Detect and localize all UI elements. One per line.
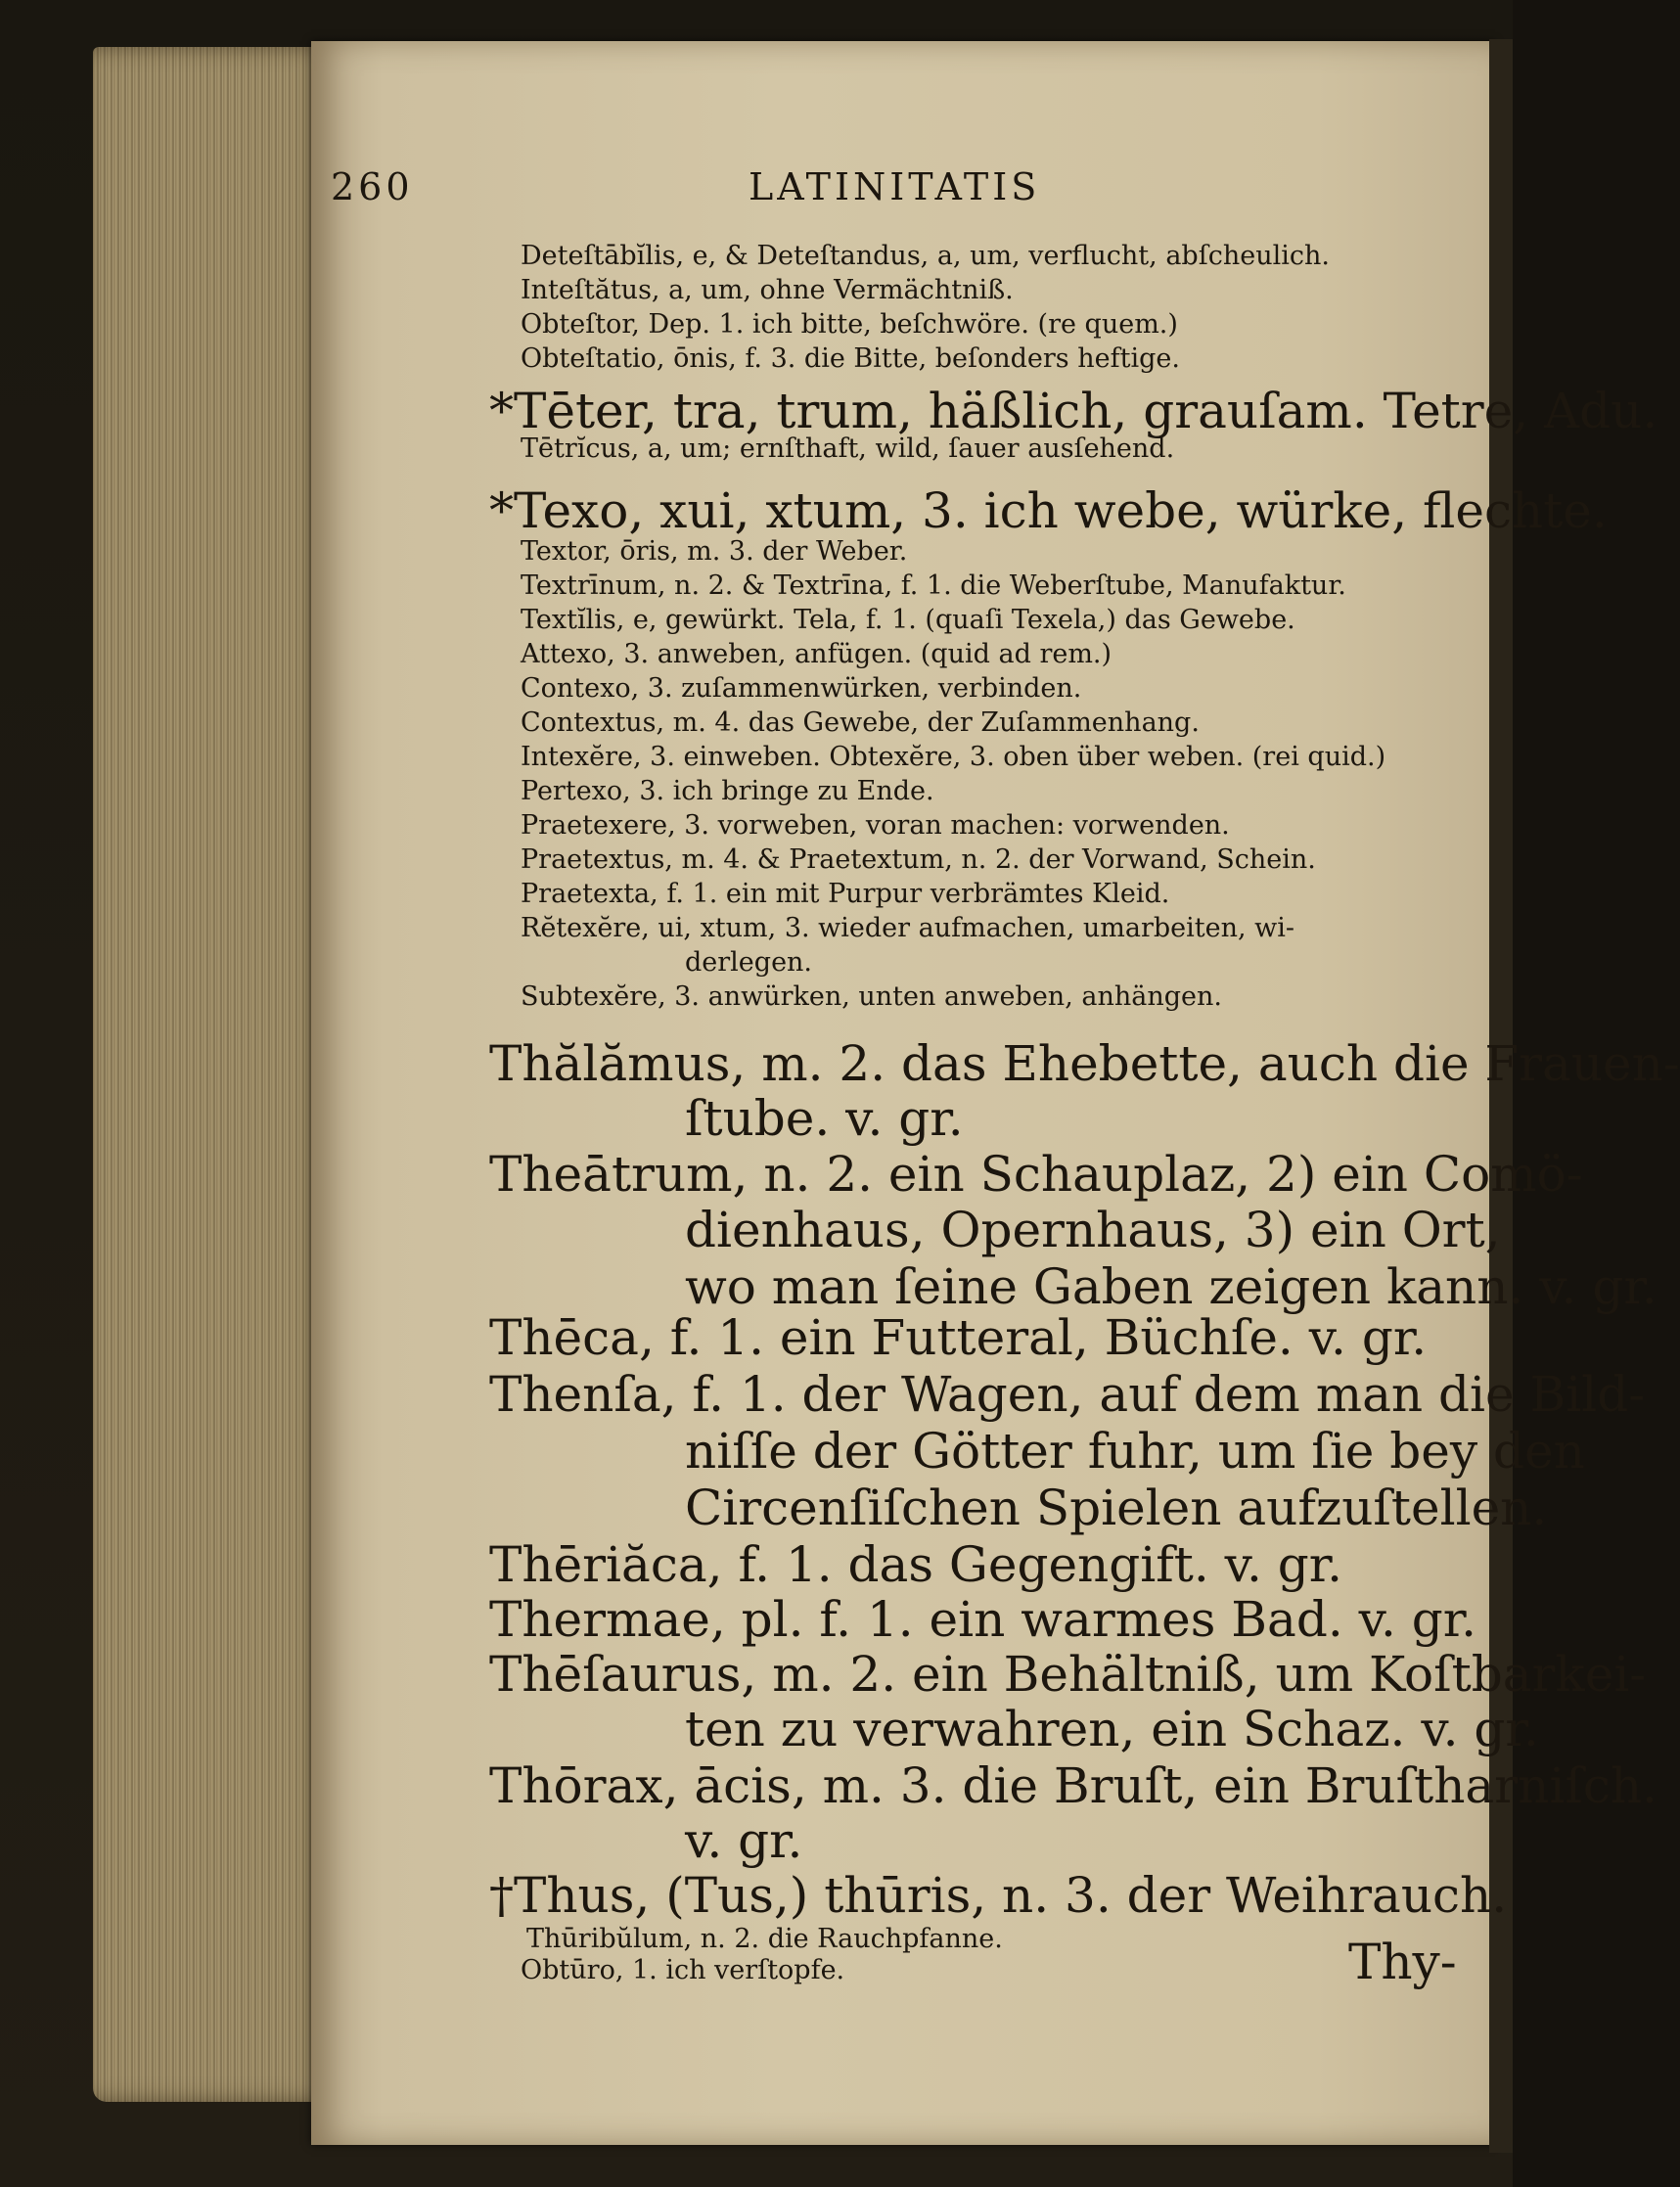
headword-line: Circenſiſchen Spielen aufzuſtellen. bbox=[685, 1480, 1548, 1536]
subentry-line: Textĭlis, e, gewürkt. Tela, f. 1. (quaſi Texela,) das Gewebe. bbox=[521, 605, 1295, 635]
page-number: 260 bbox=[331, 165, 414, 208]
subentry-line: Rĕtexĕre, ui, xtum, 3. wieder aufmachen, umarbeiten, wi- bbox=[521, 913, 1295, 943]
subentry-line: Attexo, 3. anweben, anfügen. (quid ad rem.) bbox=[521, 639, 1112, 669]
headword-line: *Tēter, tra, trum, häßlich, grauſam. Tetre, Adu. bbox=[489, 383, 1658, 439]
headword-line: Thēriăca, f. 1. das Gegengift. v. gr. bbox=[489, 1536, 1343, 1593]
headword-line: Thēca, f. 1. ein Futteral, Büchſe. v. gr. bbox=[489, 1309, 1428, 1366]
headword-line: dienhaus, Opernhaus, 3) ein Ort, bbox=[685, 1202, 1501, 1258]
subentry-line: Contexo, 3. zuſammenwürken, verbinden. bbox=[521, 673, 1082, 704]
subentry-line: Deteſtābĭlis, e, & Deteſtandus, a, um, verflucht, abſcheulich. bbox=[521, 241, 1330, 271]
subentry-line: Obtūro, 1. ich verſtopfe. bbox=[521, 1955, 845, 1985]
headword-line: Thălămus, m. 2. das Ehebette, auch die Frauen- bbox=[489, 1035, 1680, 1092]
subentry-line: derlegen. bbox=[685, 947, 813, 978]
headword-line: ten zu verwahren, ein Schaz. v. gr. bbox=[685, 1701, 1539, 1757]
subentry-line: Praetextus, m. 4. & Praetextum, n. 2. der Vorwand, Schein. bbox=[521, 844, 1316, 875]
headword-line: Thēſaurus, m. 2. ein Behältniß, um Koſtbarkei- bbox=[489, 1646, 1647, 1703]
headword-line: Thermae, pl. f. 1. ein warmes Bad. v. gr. bbox=[489, 1591, 1477, 1648]
headword-line: niſſe der Götter fuhr, um ſie bey den bbox=[685, 1423, 1585, 1480]
right-page-edge bbox=[1489, 39, 1513, 2153]
subentry-line: Obteſtatio, ōnis, f. 3. die Bitte, beſonders heftige. bbox=[521, 343, 1180, 374]
headword-line: wo man ſeine Gaben zeigen kann. v. gr. bbox=[685, 1258, 1657, 1315]
headword-line: †Thus, (Tus,) thūris, n. 3. der Weihrauch. bbox=[489, 1867, 1508, 1924]
subentry-line: Textor, ōris, m. 3. der Weber. bbox=[521, 536, 908, 567]
headword-line: *Texo, xui, xtum, 3. ich webe, würke, flechte. bbox=[489, 482, 1608, 539]
subentry-line: Inteſtătus, a, um, ohne Vermächtniß. bbox=[521, 275, 1014, 305]
subentry-line: Textrīnum, n. 2. & Textrīna, f. 1. die Weberſtube, Manufaktur. bbox=[521, 570, 1346, 601]
headword-line: v. gr. bbox=[685, 1812, 803, 1869]
headword-line: Theātrum, n. 2. ein Schauplaz, 2) ein Comö- bbox=[489, 1146, 1583, 1203]
catchword: Thy- bbox=[1348, 1934, 1457, 1990]
subentry-line: Obteſtor, Dep. 1. ich bitte, beſchwöre. (re quem.) bbox=[521, 309, 1178, 340]
subentry-line: Praetexere, 3. vorweben, voran machen: vorwenden. bbox=[521, 810, 1230, 841]
book-page-edges bbox=[93, 47, 328, 2102]
subentry-line: Tētrĭcus, a, um; ernſthaft, wild, ſauer ausſehend. bbox=[521, 433, 1175, 464]
subentry-line: Praetexta, f. 1. ein mit Purpur verbrämtes Kleid. bbox=[521, 879, 1170, 909]
subentry-line: Thūribŭlum, n. 2. die Rauchpfanne. bbox=[526, 1924, 1003, 1954]
headword-line: Thenſa, f. 1. der Wagen, auf dem man die Bild- bbox=[489, 1366, 1646, 1423]
subentry-line: Intexĕre, 3. einweben. Obtexĕre, 3. oben über weben. (rei quid.) bbox=[521, 742, 1386, 772]
running-head: LATINITATIS bbox=[749, 165, 1041, 208]
subentry-line: Contextus, m. 4. das Gewebe, der Zuſammenhang. bbox=[521, 707, 1200, 738]
headword-line: Thōrax, ācis, m. 3. die Bruſt, ein Bruſtharniſch. bbox=[489, 1757, 1657, 1814]
headword-line: ſtube. v. gr. bbox=[685, 1090, 964, 1147]
subentry-line: Pertexo, 3. ich bringe zu Ende. bbox=[521, 776, 934, 806]
subentry-line: Subtexĕre, 3. anwürken, unten anweben, anhängen. bbox=[521, 981, 1222, 1012]
